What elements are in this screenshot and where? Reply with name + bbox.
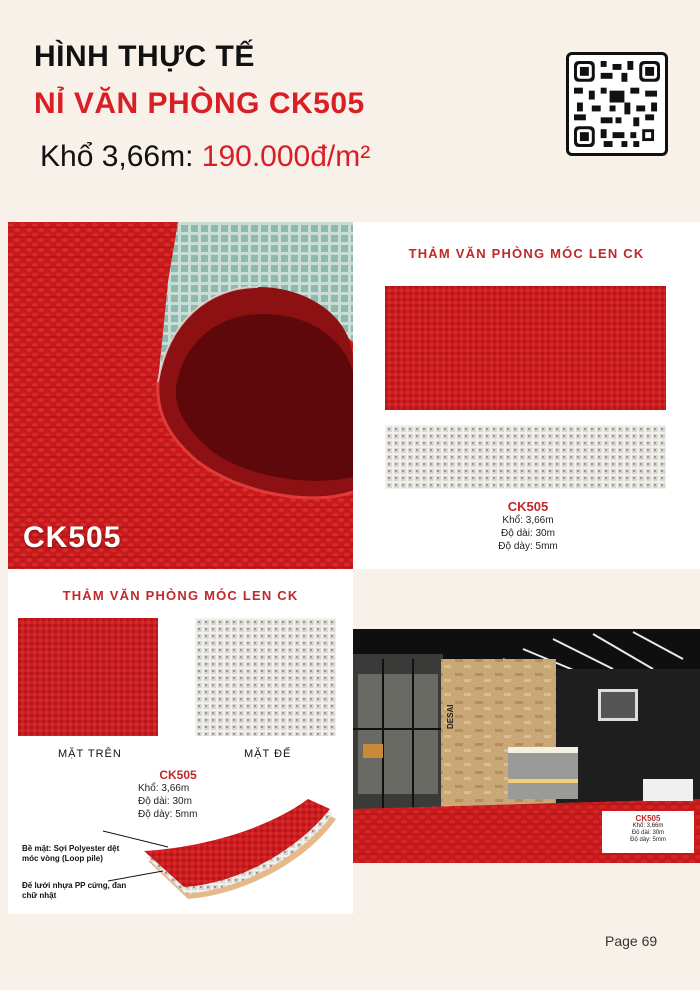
title-line-1: HÌNH THỰC TẾ: [34, 40, 255, 73]
backing-swatch: [195, 618, 336, 736]
caption-bottom-side: MẶT ĐẾ: [244, 748, 292, 760]
qr-code-icon: [574, 60, 660, 148]
price-line: [40, 140, 370, 174]
brand-sign: DESAI: [446, 704, 455, 729]
office-interior-photo: [353, 629, 700, 863]
spec-thickness: Độ dày: 5mm: [630, 837, 666, 843]
top-surface-swatch: [385, 286, 666, 410]
layer-base-line-1: Đế lưới nhựa PP cứng, đan: [22, 881, 127, 890]
price-value: 190.000đ/m²: [201, 140, 371, 173]
panel-heading: THẢM VĂN PHÒNG MÓC LEN CK: [408, 246, 645, 261]
qr-code[interactable]: [566, 52, 668, 156]
spec-block: [473, 499, 583, 553]
title-line-2: NỈ VĂN PHÒNG CK505: [34, 87, 365, 120]
backing-swatch: [385, 425, 666, 489]
spec-length: Độ dài: 30m: [501, 528, 555, 539]
spec-thickness: Độ dày: 5mm: [498, 541, 558, 552]
panel-heading: THẢM VĂN PHÒNG MÓC LEN CK: [62, 588, 299, 603]
spec-width: Khổ: 3,66m: [138, 783, 190, 794]
spec-code: CK505: [635, 814, 661, 823]
layer-surface-label: [22, 844, 119, 864]
main-photo-label: CK505: [23, 521, 122, 554]
layer-base-label: [22, 881, 126, 901]
layer-base-line-2: chữ nhật: [22, 891, 57, 900]
spec-length: Độ dài: 30m: [631, 830, 665, 836]
spec-thickness: Độ dày: 5mm: [138, 809, 198, 820]
spec-width: Khổ: 3,66m: [632, 823, 664, 829]
spec-length: Độ dài: 30m: [138, 796, 192, 807]
layer-surface-line-1: Bề mặt: Sợi Polyester dệt: [22, 844, 120, 853]
page-number: Page 69: [605, 933, 658, 949]
room-spec-card: [602, 811, 694, 853]
spec-code: CK505: [159, 768, 197, 782]
top-surface-swatch: [18, 618, 158, 736]
caption-top-side: MẶT TRÊN: [58, 748, 122, 760]
spec-width: Khổ: 3,66m: [502, 515, 554, 526]
size-label: Khổ 3,66m:: [40, 140, 194, 173]
product-card-bottom: [8, 569, 353, 914]
carpet-roll-image: [8, 222, 353, 569]
layer-surface-line-2: móc vòng (Loop pile): [22, 854, 103, 863]
product-card-top: [353, 222, 700, 569]
spec-code: CK505: [507, 499, 549, 514]
carpet-roll-photo: [8, 222, 353, 569]
